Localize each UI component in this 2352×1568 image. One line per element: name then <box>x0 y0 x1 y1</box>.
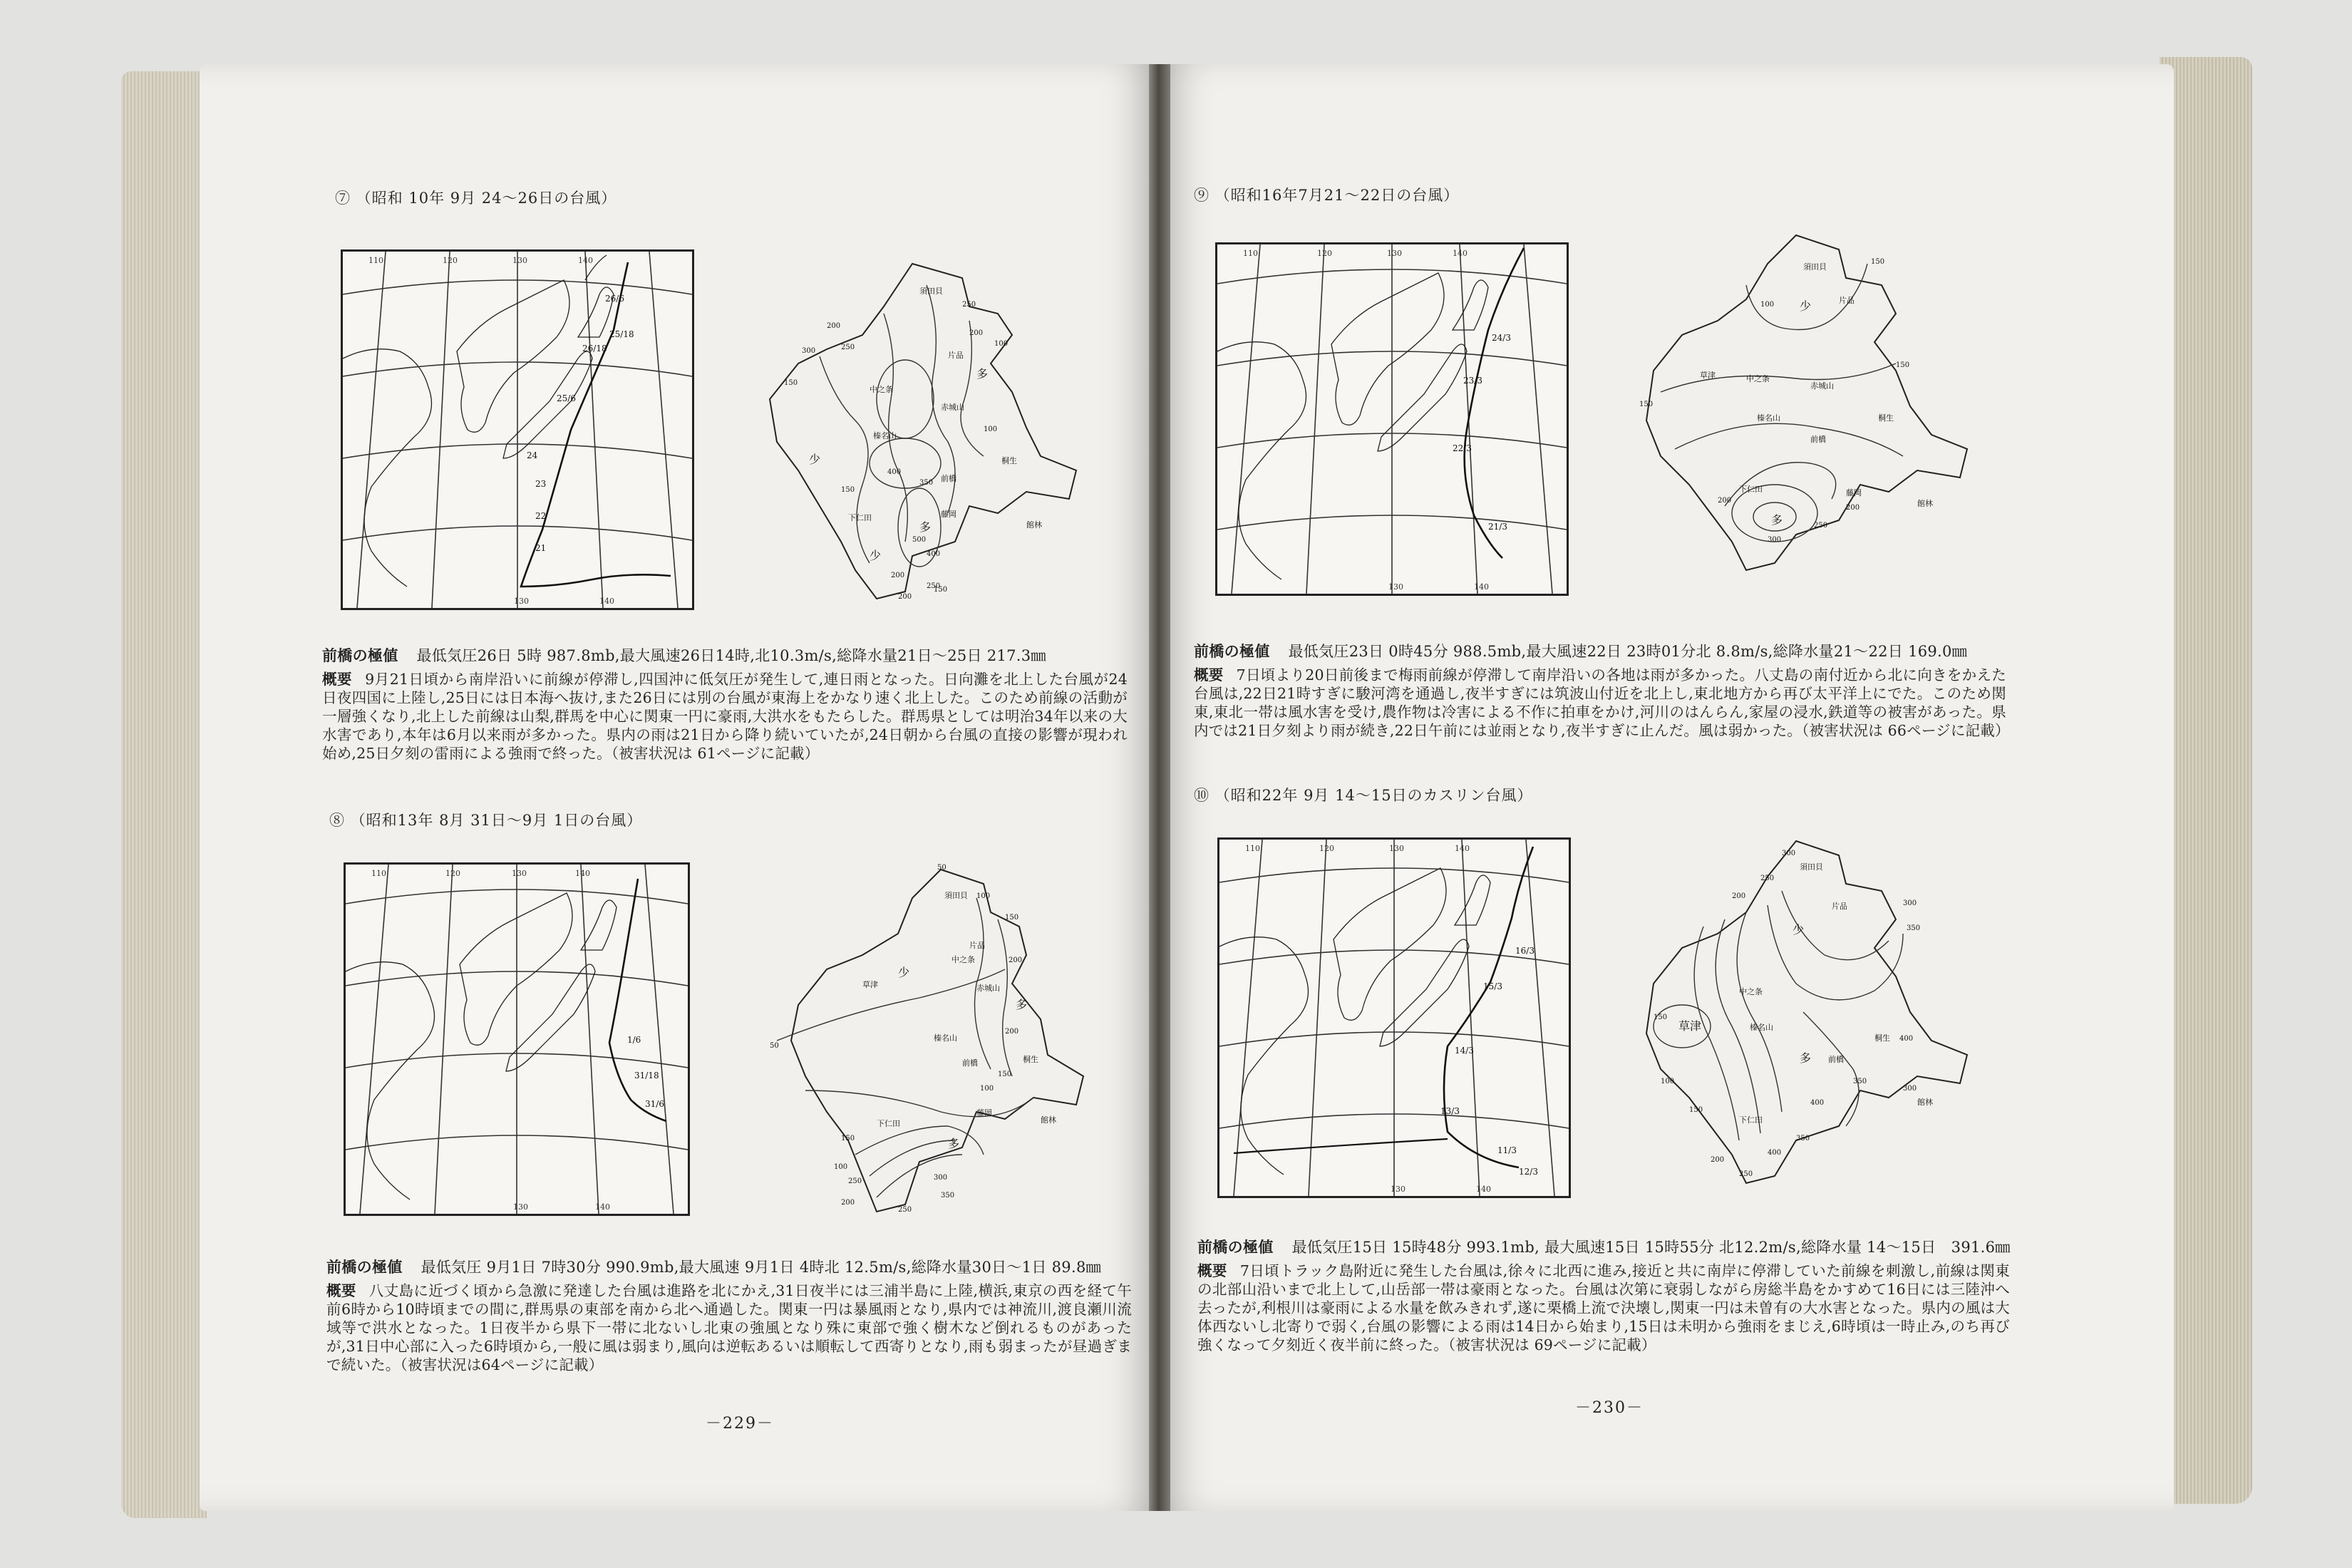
track-label: 13/3 <box>1440 1106 1460 1116</box>
section-7-weather-map <box>341 249 694 610</box>
isohyet-label: 250 <box>927 582 941 590</box>
place-label: 館林 <box>1917 1098 1933 1107</box>
isohyet-label: 150 <box>1896 361 1910 369</box>
place-label: 片品 <box>969 941 985 950</box>
place-label: 藤岡 <box>1846 488 1862 497</box>
place-label: 赤城山 <box>976 984 1000 993</box>
map-lon-bottom-130: 130 <box>1388 582 1403 592</box>
place-label: 館林 <box>1041 1115 1056 1125</box>
isohyet-label: 100 <box>980 1085 994 1093</box>
track-label: 24/3 <box>1492 333 1511 343</box>
summary-text: 7日頃トラック島附近に発生した台風は,徐々に北西に進み,接近と共に南岸に停滞していた前線を刺激し,前線は関東の北部山沿いまで北上して,山岳部一帯は豪雨となった。台風は次第に衰弱しながら房総半島をかすめて16日には三陸沖へ去ったが,利根川は豪雨による水量を飲みきれず,遂に栗橋上流で決壊し,関東一円は未曽有の大水害となった。県内の風は大体西ないし北寄りで弱く,台風の影響による雨は14日から始まり,15日は未明から強雨をまじえ,6時頃は一時止み,のち再び強くなって夕刻近く夜半前に終った。（被害状況は 69ページに記載） <box>1197 1262 2010 1353</box>
isohyet-label: 400 <box>927 550 941 558</box>
place-label: 草津 <box>1700 371 1716 380</box>
map-lon-120: 120 <box>1317 249 1332 258</box>
track-label: 31/18 <box>634 1071 659 1080</box>
place-label: 館林 <box>1917 499 1933 508</box>
section-9-map-svg <box>1217 244 1567 594</box>
isohyet-label: 400 <box>887 468 902 476</box>
place-label: 下仁田 <box>877 1119 900 1128</box>
place-label: 多 <box>1800 1051 1812 1065</box>
place-label: 前橋 <box>941 474 956 483</box>
isohyet-label: 250 <box>841 344 855 351</box>
place-label: 片品 <box>1832 902 1847 911</box>
place-label: 中之条 <box>1739 987 1763 996</box>
summary-label: 概要 <box>1194 666 1224 684</box>
section-8-stats <box>326 1256 1101 1277</box>
section-8-rainfall-map <box>763 855 1098 1219</box>
isohyet-label: 100 <box>976 892 991 900</box>
place-label: 桐生 <box>1001 456 1017 465</box>
isohyet-label: 100 <box>994 340 1009 348</box>
isohyet-label: 150 <box>1871 258 1885 266</box>
section-8-summary <box>326 1281 1132 1374</box>
isohyet-label: 250 <box>1814 522 1828 530</box>
section-10-stats <box>1197 1236 2011 1257</box>
section-10-rainfall-map <box>1618 827 1974 1197</box>
isohyet-label: 350 <box>1853 1078 1867 1085</box>
section-10-weather-map <box>1217 837 1571 1198</box>
place-label: 下仁田 <box>1739 485 1763 494</box>
map-lon-130: 130 <box>1387 249 1402 258</box>
isohyet-label: 400 <box>1768 1149 1782 1157</box>
place-label: 榛名山 <box>1757 413 1780 423</box>
isohyet-label: 400 <box>1899 1035 1914 1043</box>
isohyet-label: 50 <box>937 864 947 872</box>
section-8-map-svg <box>346 865 688 1214</box>
map-lon-110: 110 <box>1245 844 1260 853</box>
book-page-edges-left <box>121 71 207 1518</box>
isohyet-label: 150 <box>1005 914 1019 922</box>
isohyet-label: 200 <box>1846 504 1860 512</box>
track-label: 25/6 <box>557 393 576 403</box>
isohyet-label: 200 <box>1718 497 1732 505</box>
isohyet-label: 100 <box>834 1163 848 1171</box>
isohyet-label: 150 <box>841 486 855 494</box>
isohyet-label: 150 <box>1639 401 1654 408</box>
track-label: 15/3 <box>1483 981 1502 991</box>
place-label: 少 <box>809 453 821 466</box>
isohyet-label: 350 <box>1796 1135 1810 1143</box>
map-lon-110: 110 <box>1243 249 1258 258</box>
map-lon-140: 140 <box>1455 844 1470 853</box>
isohyet-label: 150 <box>934 586 948 594</box>
isohyet-label: 250 <box>898 1206 912 1214</box>
map-lon-130: 130 <box>512 256 527 265</box>
section-9-heading: ⑨ （昭和16年7月21～22日の台風） <box>1194 187 1460 204</box>
track-label: 14/3 <box>1455 1046 1474 1056</box>
isohyet-label: 200 <box>1009 956 1023 964</box>
place-label: 榛名山 <box>934 1033 957 1043</box>
isohyet-label: 200 <box>841 1199 855 1207</box>
map-lon-bottom-140: 140 <box>1476 1185 1491 1194</box>
isohyet-label: 250 <box>848 1177 862 1185</box>
section-9-stats <box>1194 640 1967 661</box>
track-label: 1/6 <box>627 1035 641 1045</box>
section-7-map-svg <box>343 252 692 608</box>
page-number-right: －230－ <box>1575 1399 1644 1417</box>
section-8-heading: ⑧ （昭和13年 8月 31日～9月 1日の台風） <box>329 812 643 829</box>
isohyet-label: 50 <box>770 1042 779 1050</box>
track-label: 11/3 <box>1497 1145 1517 1155</box>
place-label: 桐生 <box>1023 1055 1038 1064</box>
isohyet-label: 200 <box>1732 892 1746 900</box>
isohyet-label: 300 <box>802 347 816 355</box>
section-7-summary <box>322 670 1128 763</box>
isohyet-label: 200 <box>898 593 912 601</box>
section-10-summary <box>1197 1262 2010 1354</box>
map-lon-bottom-140: 140 <box>1474 582 1489 592</box>
section-10-map-svg <box>1219 840 1569 1196</box>
place-label: 少 <box>898 966 910 979</box>
map-lon-120: 120 <box>443 256 458 265</box>
map-lon-bottom-130: 130 <box>513 1202 528 1212</box>
stats-label: 前橋の極値 <box>326 1258 403 1276</box>
place-label: 前橋 <box>962 1058 978 1068</box>
isohyet-label: 300 <box>1903 1085 1917 1093</box>
isohyet-label: 150 <box>998 1071 1012 1078</box>
summary-label: 概要 <box>322 671 353 688</box>
place-label: 多 <box>919 520 932 534</box>
map-lon-120: 120 <box>1319 844 1334 853</box>
place-label: 中之条 <box>951 955 975 964</box>
isohyet-label: 200 <box>1005 1028 1019 1036</box>
place-label: 中之条 <box>870 385 893 394</box>
stats-text: 最低気圧26日 5時 987.8mb,最大風速26日14時,北10.3m/s,総降水量21日～25日 217.3㎜ <box>416 647 1046 664</box>
place-label: 草津 <box>862 980 878 989</box>
track-label: 12/3 <box>1519 1167 1538 1177</box>
stats-text: 最低気圧15日 15時48分 993.1mb, 最大風速15日 15時55分 北12.2m/s,総降水量 14～15日 391.6㎜ <box>1291 1239 2011 1256</box>
place-label: 藤岡 <box>976 1108 992 1118</box>
place-label: 中之条 <box>1746 374 1770 383</box>
section-8-weather-map <box>344 862 690 1216</box>
track-label: 25/18 <box>609 329 634 339</box>
track-label: 23 <box>535 479 547 489</box>
isohyet-label: 200 <box>1711 1156 1725 1164</box>
page-number-left: －229－ <box>706 1415 774 1433</box>
stats-text: 最低気圧 9月1日 7時30分 990.9mb,最大風速 9月1日 4時北 12.5m/s,総降水量30日～1日 89.8㎜ <box>421 1259 1101 1276</box>
place-label: 片品 <box>948 351 964 360</box>
track-label: 26/6 <box>605 294 624 304</box>
book-gutter <box>1149 64 1170 1511</box>
map-lon-120: 120 <box>445 869 460 878</box>
map-lon-140: 140 <box>1453 249 1468 258</box>
map-lon-110: 110 <box>371 869 386 878</box>
place-label: 少 <box>870 549 882 562</box>
place-label: 多 <box>948 1137 960 1150</box>
stats-text: 最低気圧23日 0時45分 988.5mb,最大風速22日 23時01分北 8.8m/s,総降水量21～22日 169.0㎜ <box>1288 643 1967 660</box>
isohyet-label: 350 <box>1907 924 1921 932</box>
map-lon-bottom-140: 140 <box>599 597 614 606</box>
isohyet-label: 250 <box>1739 1170 1753 1178</box>
place-label: 下仁田 <box>848 513 872 522</box>
isohyet-label: 350 <box>941 1192 955 1200</box>
isohyet-label: 300 <box>1903 899 1917 907</box>
track-label: 23/3 <box>1463 376 1482 386</box>
map-lon-bottom-130: 130 <box>514 597 529 606</box>
place-label: 須田貝 <box>919 287 943 296</box>
track-label: 22/3 <box>1453 443 1472 453</box>
place-label: 赤城山 <box>1810 381 1834 391</box>
track-label: 22 <box>535 511 547 521</box>
map-lon-130: 130 <box>1389 844 1404 853</box>
isohyet-label: 400 <box>1810 1099 1825 1107</box>
stats-label: 前橋の極値 <box>1197 1238 1274 1256</box>
place-label: 前橋 <box>1828 1055 1844 1064</box>
isohyet-label: 200 <box>969 329 984 337</box>
place-label: 多 <box>976 367 989 381</box>
map-lon-110: 110 <box>368 256 383 265</box>
section-9-weather-map <box>1215 242 1569 596</box>
section-10-rainfall-svg <box>1618 827 1974 1197</box>
map-lon-140: 140 <box>575 869 590 878</box>
stats-label: 前橋の極値 <box>322 646 398 664</box>
section-7-heading: ⑦ （昭和 10年 9月 24～26日の台風） <box>335 190 617 207</box>
track-label: 31/6 <box>645 1099 664 1109</box>
place-label: 須田貝 <box>1800 862 1823 872</box>
map-lon-130: 130 <box>512 869 527 878</box>
summary-text: 八丈島に近づく頃から急激に発達した台風は進路を北にかえ,31日夜半には三浦半島に上陸,横浜,東京の西を経て午前6時から10時頃までの間に,群馬県の東部を南から北へ通過した。関東一円は暴風雨となり,県内では神流川,渡良瀬川流域等で洪水となった。1日夜半から県下一帯に北ないし北東の強風となり殊に東部で強く樹木など倒れるものがあったが,31日中心部に入った6時頃から,一般に風は弱まり,風向は逆転あるいは順転して西寄りとなり,雨も弱まったが昼過ぎまで続いた。（被害状況は64ページに記載） <box>326 1282 1132 1373</box>
place-label: 須田貝 <box>944 891 968 900</box>
isohyet-label: 100 <box>1760 301 1775 309</box>
place-label: 藤岡 <box>941 510 956 519</box>
place-label: 桐生 <box>1878 413 1894 423</box>
place-label: 草津 <box>1678 1019 1702 1033</box>
isohyet-label: 500 <box>912 536 927 544</box>
track-label: 21/3 <box>1488 522 1507 532</box>
place-label: 前橋 <box>1810 435 1826 444</box>
section-10-heading: ⑩ （昭和22年 9月 14～15日のカスリン台風） <box>1194 787 1533 804</box>
isohyet-label: 150 <box>1654 1013 1668 1021</box>
map-lon-bottom-140: 140 <box>595 1202 610 1212</box>
summary-text: 9月21日頃から南岸沿いに前線が停滞し,四国沖に低気圧が発生して,連日雨となった。日向灘を北上した台風が24日夜四国に上陸し,25日には日本海へ抜け,また26日には別の台風が東海上をかなり速く北上した。このため前線の活動が一層強くなり,北上した前線は山梨,群馬を中心に関東一円に豪雨,大洪水をもたらした。群馬県としては明治34年以来の大水害であり,本年は6月以来雨が多かった。県内の雨は21日から降り続いていたが,24日朝から台風の直接の影響が現われ始め,25日夕刻の雷雨による強雨で終った。（被害状況は 61ページに記載） <box>322 671 1128 762</box>
isohyet-label: 200 <box>891 572 905 579</box>
isohyet-label: 250 <box>1760 875 1775 882</box>
map-lon-bottom-130: 130 <box>1391 1185 1405 1194</box>
section-9-rainfall-map <box>1632 228 1974 584</box>
place-label: 下仁田 <box>1739 1115 1763 1125</box>
isohyet-label: 150 <box>1689 1106 1703 1114</box>
summary-label: 概要 <box>1197 1262 1227 1279</box>
track-label: 16/3 <box>1515 946 1535 956</box>
place-label: 桐生 <box>1874 1033 1890 1043</box>
section-9-rainfall-svg <box>1632 228 1974 584</box>
section-7-stats <box>322 644 1046 666</box>
place-label: 多 <box>1771 513 1783 527</box>
track-label: 21 <box>535 543 547 553</box>
place-label: 館林 <box>1026 520 1042 530</box>
place-label: 須田貝 <box>1803 262 1827 272</box>
map-lon-140: 140 <box>578 256 593 265</box>
place-label: 赤城山 <box>941 403 964 412</box>
isohyet-label: 250 <box>962 301 976 309</box>
section-7-rainfall-svg <box>755 257 1090 613</box>
section-9-summary <box>1194 666 2010 740</box>
place-label: 片品 <box>1839 296 1855 305</box>
isohyet-label: 100 <box>1661 1078 1675 1085</box>
place-label: 榛名山 <box>873 431 897 440</box>
place-label: 少 <box>1800 299 1812 313</box>
summary-label: 概要 <box>326 1282 356 1299</box>
stats-label: 前橋の極値 <box>1194 642 1270 660</box>
place-label: 榛名山 <box>1750 1023 1773 1032</box>
place-label: 少 <box>1793 923 1805 937</box>
isohyet-label: 300 <box>1782 850 1796 857</box>
isohyet-label: 100 <box>984 425 998 433</box>
isohyet-label: 300 <box>1768 536 1782 544</box>
isohyet-label: 150 <box>841 1135 855 1143</box>
section-7-rainfall-map <box>755 257 1090 613</box>
isohyet-label: 350 <box>919 479 934 487</box>
isohyet-label: 300 <box>934 1174 948 1182</box>
track-label: 24 <box>527 450 538 460</box>
section-8-rainfall-svg <box>763 855 1098 1219</box>
track-label: 26/18 <box>582 344 607 354</box>
place-label: 多 <box>1016 998 1028 1011</box>
summary-text: 7日頃より20日前後まで梅雨前線が停滞して南岸沿いの各地は雨が多かった。八丈島の南付近から北に向きをかえた台風は,22日21時すぎに駿河湾を通過し,夜半すぎには筑波山付近を北上し,東北地方から再び太平洋上にでた。このため関東,東北一帯は風水害を受け,農作物は冷害による不作に拍車をかけ,河川のはんらん,家屋の浸水,鉄道等の被害があった。県内では21日夕刻より雨が続き,22日午前には並雨となり,夜半すぎに止んだ。風は弱かった。（被害状況は 66ページに記載） <box>1194 666 2010 739</box>
isohyet-label: 150 <box>784 379 798 387</box>
isohyet-label: 200 <box>827 322 841 330</box>
